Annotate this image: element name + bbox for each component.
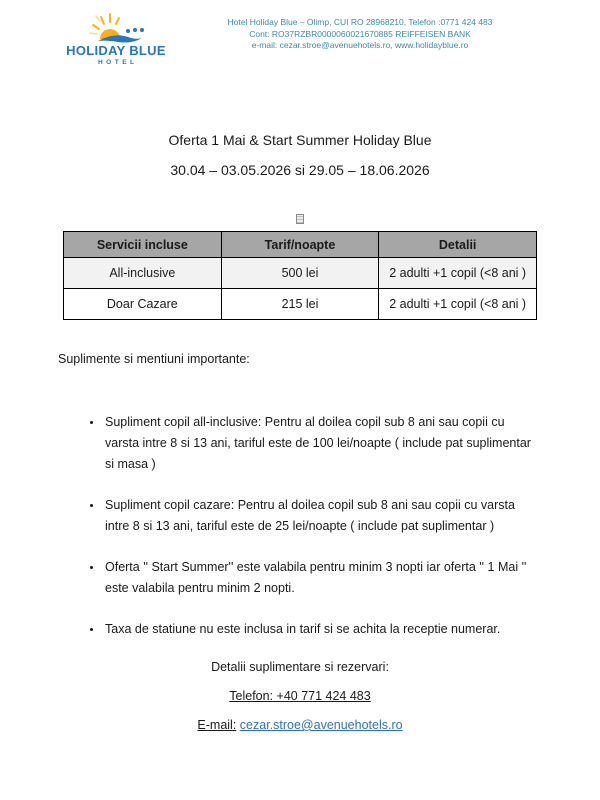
contact-line-address: Hotel Holiday Blue – Olimp, CUI RO 28968210, Telefon :0771 424 483 — [227, 17, 493, 27]
title-block — [0, 132, 600, 178]
cell-service: Doar Cazare — [64, 289, 222, 320]
logo-hotel-subtitle: HOTEL — [97, 59, 138, 66]
email-label: E-mail: — [197, 718, 237, 732]
contact-info-block — [120, 17, 600, 52]
missing-glyph-row — [0, 210, 600, 222]
missing-glyph-icon — [296, 214, 304, 224]
footer-email — [0, 718, 600, 732]
col-header-details: Detalii — [379, 232, 537, 258]
notes-heading: Suplimente si mentiuni importante: — [58, 352, 250, 366]
col-header-services: Servicii incluse — [64, 232, 222, 258]
email-link[interactable]: cezar.stroe@avenuehotels.ro — [239, 718, 403, 732]
list-item: • Supliment copil all-inclusive: Pentru al doilea copil sub 8 ani sau copii cu varsta intre 8 si 13 ani, tariful este de 100 lei/noapte ( include pat suplimentar si masa ) — [103, 412, 542, 475]
footer-phone: Telefon: +40 771 424 483 — [229, 689, 371, 703]
footer-heading: Detalii suplimentare si rezervari: — [211, 660, 389, 674]
col-header-tariff: Tarif/noapte — [221, 232, 379, 258]
table-header-row — [64, 232, 537, 258]
cell-details: 2 adulti +1 copil (<8 ani ) — [379, 258, 537, 289]
table-row — [64, 289, 537, 320]
logo-hotel-name: HOLIDAY BLUE — [66, 43, 166, 58]
notes-list — [58, 412, 542, 640]
footer-contact-block — [0, 660, 600, 732]
offer-title: Oferta 1 Mai & Start Summer Holiday Blue — [168, 132, 432, 148]
cell-service: All-inclusive — [64, 258, 222, 289]
cell-tariff: 500 lei — [221, 258, 379, 289]
offer-dates: 30.04 – 03.05.2026 si 29.05 – 18.06.2026 — [170, 162, 430, 178]
contact-line-bank: Cont: RO37RZBR0000060021670885 REIFFEISEN BANK — [249, 28, 471, 39]
contact-line-email: e-mail: cezar.stroe@avenuehotels.ro, www.holidayblue.ro — [251, 40, 469, 50]
cell-tariff: 215 lei — [221, 289, 379, 320]
list-item: • Supliment copil cazare: Pentru al doilea copil sub 8 ani sau copii cu varsta intre 8 si 13 ani, tariful este de 25 lei/noapte ( include pat suplimentar ) — [103, 495, 542, 537]
table-row — [64, 258, 537, 289]
list-item: • Oferta '' Start Summer'' este valabila pentru minim 3 nopti iar oferta '' 1 Mai '' este valabila pentru minim 2 nopti. — [103, 557, 542, 599]
document-header — [0, 0, 600, 80]
cell-details: 2 adulti +1 copil (<8 ani ) — [379, 289, 537, 320]
list-item: • Taxa de statiune nu este inclusa in tarif si se achita la receptie numerar. — [103, 619, 542, 640]
pricing-table — [63, 231, 537, 320]
